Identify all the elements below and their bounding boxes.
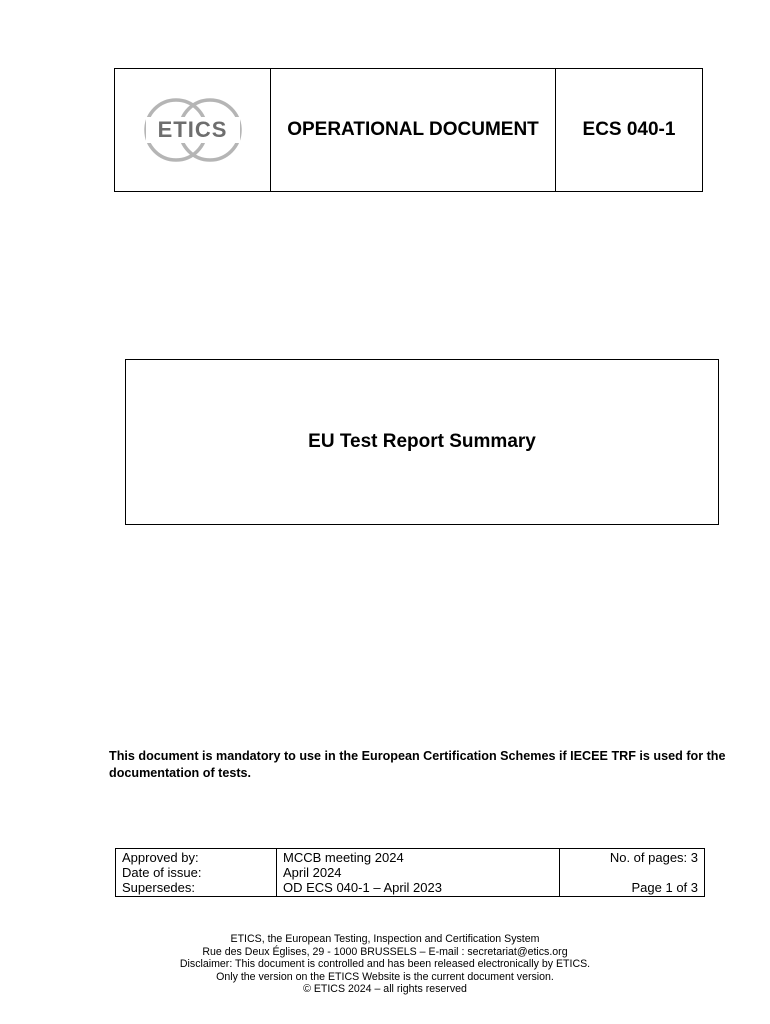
logo-text: ETICS — [157, 117, 228, 142]
meta-labels — [116, 849, 277, 897]
doc-code: ECS 040-1 — [582, 119, 676, 140]
footer-line: © ETICS 2024 – all rights reserved — [303, 983, 467, 996]
etics-logo — [138, 95, 248, 165]
pages-count: No. of pages: 3 — [609, 850, 698, 865]
date-of-issue-value: April 2024 — [283, 865, 342, 880]
document-title-box — [125, 359, 719, 525]
approved-by-value: MCCB meeting 2024 — [283, 850, 404, 865]
document-meta-table — [115, 848, 705, 897]
document-header — [114, 68, 703, 192]
meta-values — [277, 849, 560, 897]
footer-line: Rue des Deux Églises, 29 - 1000 BRUSSELS – E-mail : secretariat@etics.org — [202, 945, 568, 958]
supersedes-label: Supersedes: — [122, 880, 195, 895]
table-row — [116, 849, 705, 897]
page-number: Page 1 of 3 — [631, 880, 698, 895]
document-title: EU Test Report Summary — [308, 431, 536, 452]
meta-pages — [560, 849, 705, 897]
logo-cell — [115, 69, 271, 191]
mandatory-note: This document is mandatory to use in the European Certification Schemes if IECEE TRF is used for the documentation of tests. — [109, 749, 726, 780]
footer-line: Disclaimer: This document is controlled and has been released electronically by ETICS. — [179, 958, 591, 971]
footer-line: ETICS, the European Testing, Inspection and Certification System — [230, 933, 540, 945]
approved-by-label: Approved by: — [122, 850, 199, 865]
document-footer — [0, 933, 770, 996]
doc-type: OPERATIONAL DOCUMENT — [271, 69, 556, 191]
spacer-line — [566, 865, 698, 880]
footer-line: Only the version on the ETICS Website is the current document version. — [216, 970, 554, 983]
supersedes-value: OD ECS 040-1 – April 2023 — [283, 880, 442, 895]
date-of-issue-label: Date of issue: — [122, 865, 202, 880]
